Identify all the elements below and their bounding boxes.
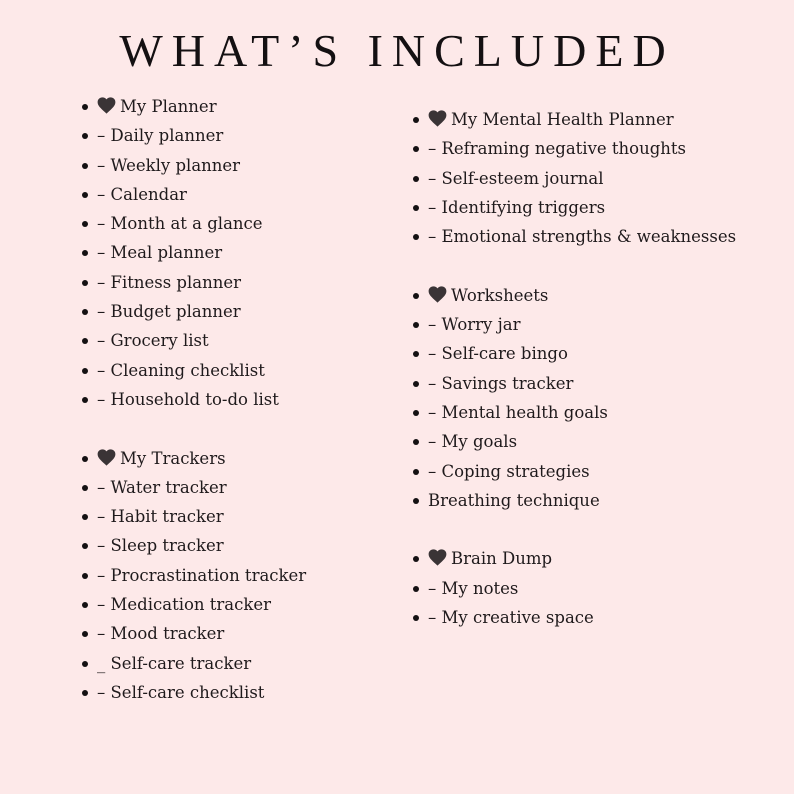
section-heading (413, 105, 793, 134)
list-item: – Identifying triggers (413, 193, 793, 222)
list-item: Breathing technique (413, 486, 793, 515)
list-item: – Coping strategies (413, 457, 793, 486)
section-my-trackers (82, 444, 462, 708)
section-heading (82, 92, 462, 121)
section-heading (82, 444, 462, 473)
list-item: – Sleep tracker (82, 531, 462, 560)
list-item: – My notes (413, 574, 793, 603)
list-item: – Medication tracker (82, 590, 462, 619)
list-item: – Grocery list (82, 326, 462, 355)
list-item: – Procrastination tracker (82, 561, 462, 590)
list-item: – Worry jar (413, 310, 793, 339)
list-item: – Cleaning checklist (82, 356, 462, 385)
left-column (82, 92, 462, 707)
list-item: – Self-care checklist (82, 678, 462, 707)
list-item: – Mood tracker (82, 619, 462, 648)
list-item: – Emotional strengths & weaknesses (413, 222, 793, 251)
list-item: – Fitness planner (82, 268, 462, 297)
list-item: – Daily planner (82, 121, 462, 150)
heart-icon (97, 449, 116, 466)
heart-icon (97, 97, 116, 114)
section-worksheets (413, 281, 793, 515)
list-item: – Reframing negative thoughts (413, 134, 793, 163)
list-item: – Mental health goals (413, 398, 793, 427)
section-heading-label: My Trackers (120, 448, 226, 468)
list-item: _ Self-care tracker (82, 649, 462, 678)
section-mental-health-planner (413, 105, 793, 251)
list-item: – Meal planner (82, 238, 462, 267)
heart-icon (428, 110, 447, 127)
section-heading-label: Worksheets (451, 285, 549, 305)
list-item: – Weekly planner (82, 151, 462, 180)
page-title: WHAT’S INCLUDED (119, 25, 675, 76)
list-item: – Habit tracker (82, 502, 462, 531)
list-item: – Calendar (82, 180, 462, 209)
list-item: – Self-esteem journal (413, 164, 793, 193)
list-item: – My goals (413, 427, 793, 456)
list-item: – Savings tracker (413, 369, 793, 398)
section-heading-label: My Planner (120, 97, 217, 116)
heart-icon (428, 549, 447, 566)
section-brain-dump (413, 544, 793, 632)
section-heading (413, 544, 793, 573)
section-heading-label: My Mental Health Planner (451, 110, 674, 129)
section-heading (413, 281, 793, 310)
list-item: – Household to-do list (82, 385, 462, 414)
section-my-planner (82, 92, 462, 414)
list-item: – Self-care bingo (413, 339, 793, 368)
list-item: – Month at a glance (82, 209, 462, 238)
list-item: – Budget planner (82, 297, 462, 326)
list-item: – Water tracker (82, 473, 462, 502)
heart-icon (428, 286, 447, 303)
section-heading-label: Brain Dump (451, 549, 553, 569)
right-column (413, 105, 793, 632)
list-item: – My creative space (413, 603, 793, 632)
